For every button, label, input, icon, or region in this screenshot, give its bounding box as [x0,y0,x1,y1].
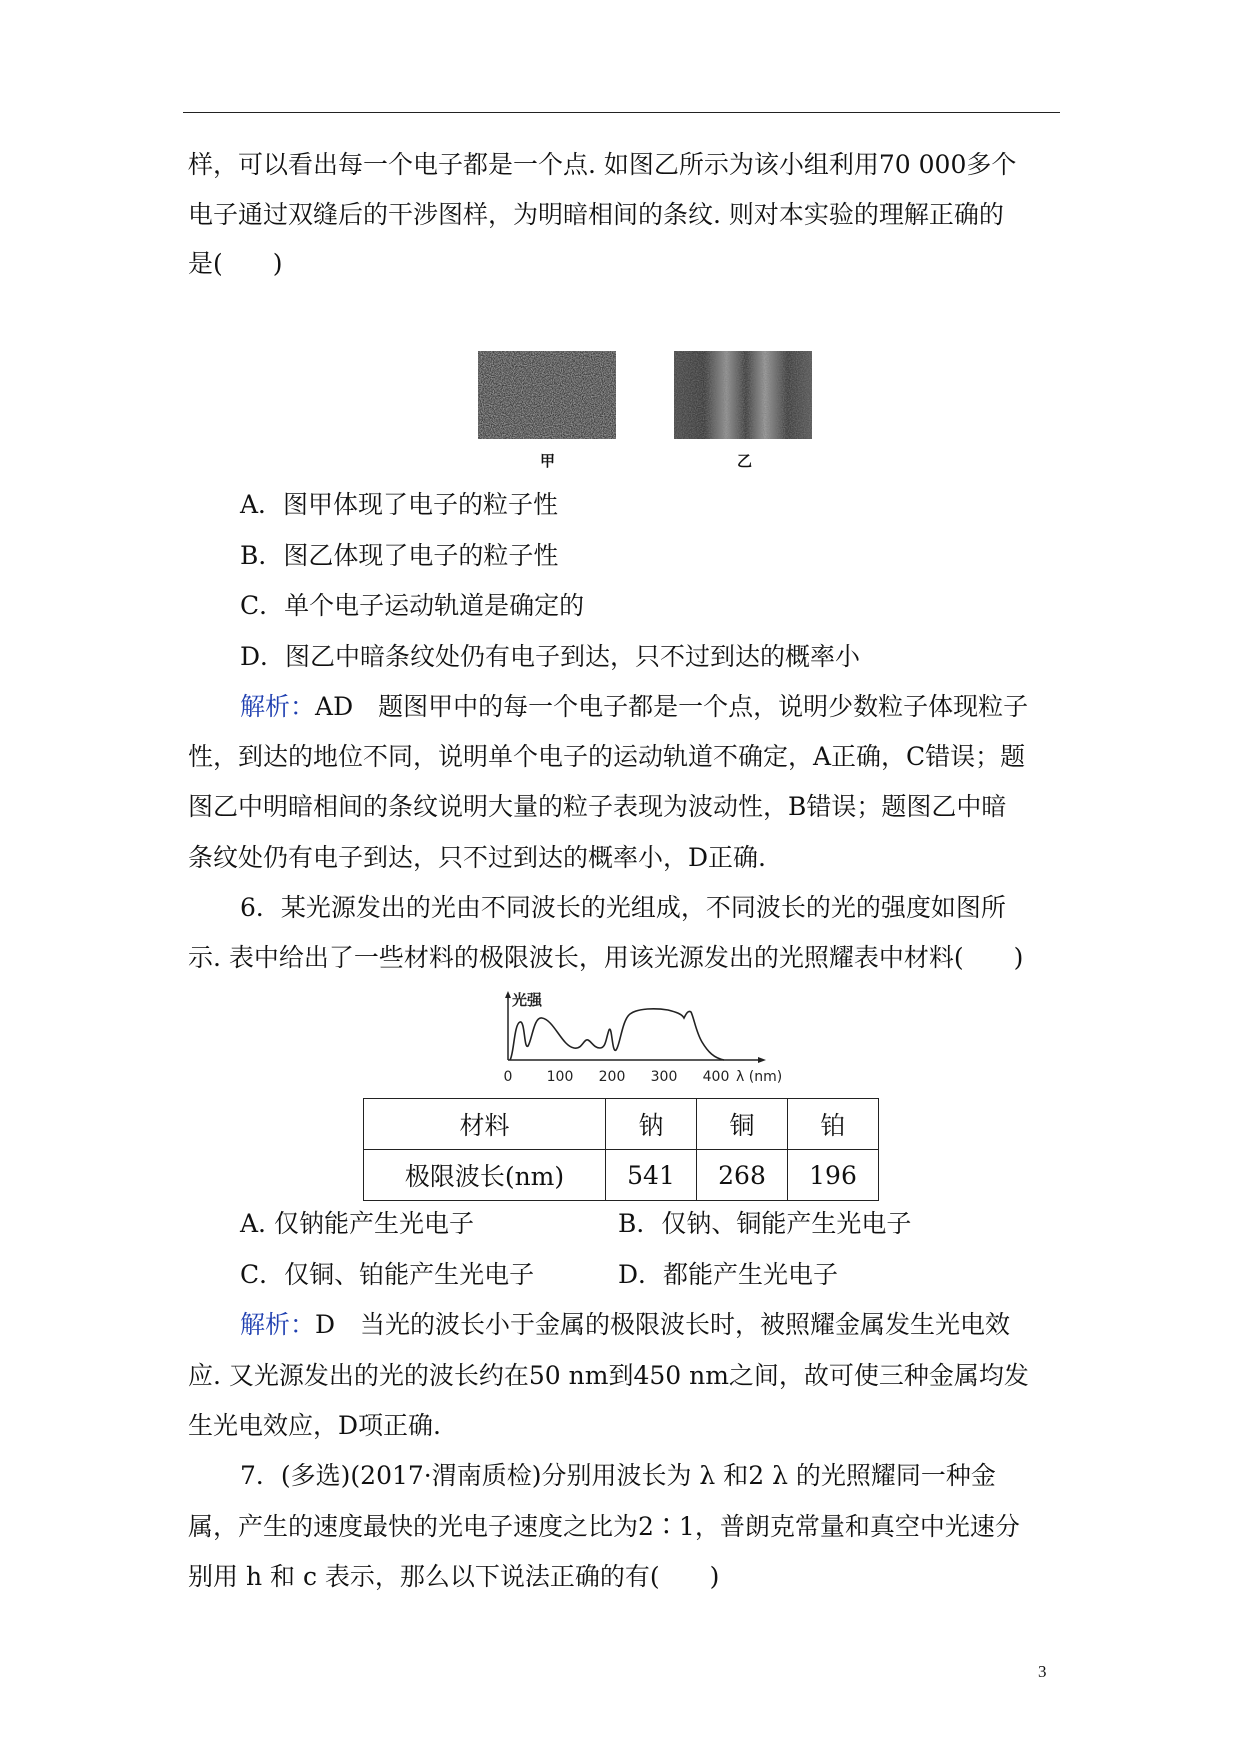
figure-yi-image [674,351,812,439]
q5-analysis-text-1: AD 题图甲中的每一个电子都是一个点，说明少数粒子体现粒子 [315,692,1029,721]
q6-analysis-line-2: 应. 又光源发出的光的波长约在50 nm到450 nm之间，故可使三种金属均发 [188,1361,1029,1390]
q6-option-b: B．仅钠、铜能产生光电子 [618,1209,912,1238]
table-row-label: 极限波长(nm) [364,1150,606,1201]
table-header-material: 材料 [364,1099,606,1150]
q5-option-b: B．图乙体现了电子的粒子性 [240,541,559,570]
table-cell-copper: 268 [697,1150,788,1201]
q6-stem-line-1: 6．某光源发出的光由不同波长的光组成，不同波长的光的强度如图所 [240,893,1006,922]
q5-option-c: C．单个电子运动轨道是确定的 [240,591,585,620]
q5-analysis-line-4: 条纹处仍有电子到达，只不过到达的概率小，D正确. [188,843,766,872]
q5-analysis-line-2: 性，到达的地位不同，说明单个电子的运动轨道不确定，A正确，C错误；题 [188,742,1026,771]
q5-option-a: A．图甲体现了电子的粒子性 [240,490,559,519]
intro-line-3: 是( ) [188,249,283,278]
chart-xtick-0: 0 [503,1069,513,1084]
page-number: 3 [1038,1662,1047,1681]
q6-option-c: C．仅铜、铂能产生光电子 [240,1260,535,1289]
q6-analysis-line-3: 生光电效应，D项正确. [188,1411,441,1440]
q6-spectrum-chart [496,990,796,1084]
q6-analysis-text-1: D 当光的波长小于金属的极限波长时，被照耀金属发生光电效 [315,1310,1011,1339]
chart-xtick-200: 200 [598,1069,626,1084]
figure-yi-caption: 乙 [737,452,753,470]
q5-analysis-line-3: 图乙中明暗相间的条纹说明大量的粒子表现为波动性，B错误；题图乙中暗 [188,792,1007,821]
table-header-platinum: 铂 [788,1099,879,1150]
q7-stem-line-1: 7．(多选)(2017·渭南质检)分别用波长为 λ 和2 λ 的光照耀同一种金 [240,1461,996,1490]
q5-option-d: D．图乙中暗条纹处仍有电子到达，只不过到达的概率小 [240,642,861,671]
q6-stem-line-2: 示. 表中给出了一些材料的极限波长，用该光源发出的光照耀表中材料( ) [188,943,1024,972]
figure-jia-caption: 甲 [540,452,556,470]
chart-xtick-400: 400 [702,1069,730,1084]
q5-analysis-line-1 [240,690,1028,724]
table-cell-platinum: 196 [788,1150,879,1201]
q7-stem-line-2: 属，产生的速度最快的光电子速度之比为2∶1，普朗克常量和真空中光速分 [188,1512,1020,1541]
table-header-copper: 铜 [697,1099,788,1150]
table-row [364,1099,879,1150]
q5-analysis-label: 解析： [240,692,316,721]
chart-ylabel: 光强 [512,991,543,1009]
chart-xtick-300: 300 [650,1069,678,1084]
q6-analysis-label: 解析： [240,1310,316,1339]
q6-option-a: A. 仅钠能产生光电子 [240,1209,474,1238]
header-rule [183,112,1060,113]
table-header-sodium: 钠 [606,1099,697,1150]
chart-xtick-100: 100 [546,1069,574,1084]
intro-line-2: 电子通过双缝后的干涉图样，为明暗相间的条纹. 则对本实验的理解正确的 [188,200,1004,229]
intro-line-1: 样，可以看出每一个电子都是一个点. 如图乙所示为该小组利用70 000多个 [188,150,1017,179]
table-cell-sodium: 541 [606,1150,697,1201]
q6-option-d: D．都能产生光电子 [618,1260,839,1289]
q7-stem-line-3: 别用 h 和 c 表示，那么以下说法正确的有( ) [188,1562,720,1591]
chart-x-arrow [758,1057,766,1063]
q6-analysis-line-1 [240,1308,1010,1342]
table-row [364,1150,879,1201]
chart-y-arrow [505,991,511,998]
figure-jia-image [478,351,616,439]
chart-intensity-curve [510,1009,724,1060]
q6-material-table [363,1098,879,1201]
chart-xlabel: λ (nm) [736,1069,783,1084]
